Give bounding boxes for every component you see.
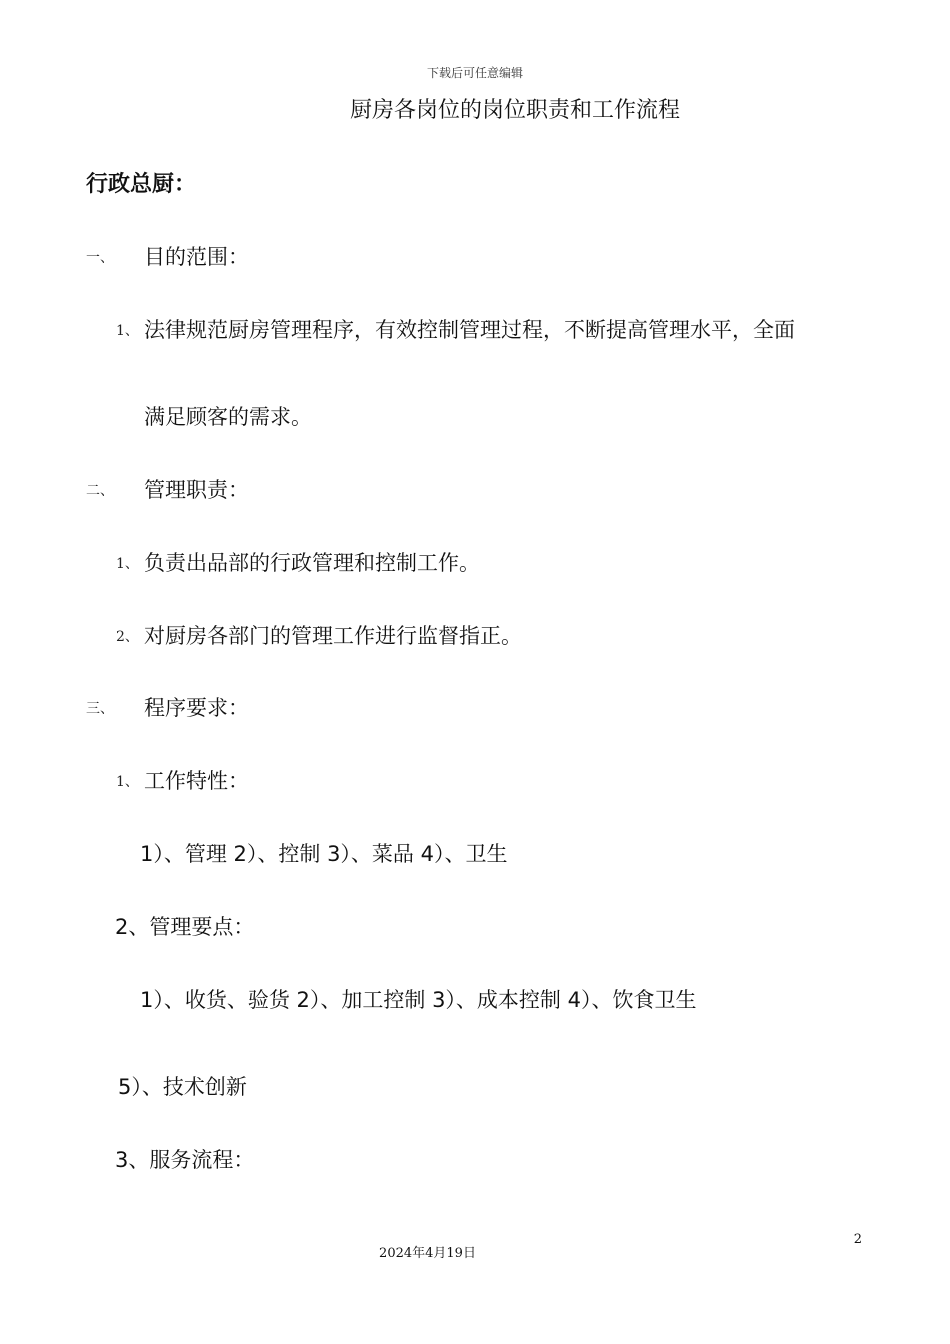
footer-date: 2024年4月19日 xyxy=(379,1246,476,1261)
item-text: 负责出品部的行政管理和控制工作。 xyxy=(144,551,480,575)
item-text: 法律规范厨房管理程序，有效控制管理过程，不断提高管理水平，全面 xyxy=(144,318,795,342)
part-number: 二、 xyxy=(86,483,114,499)
management-points-list: 1）、收货、验货 2）、加工控制 3）、成本控制 4）、饮食卫生 xyxy=(140,988,697,1012)
part-heading: 目的范围： xyxy=(144,245,249,269)
management-points-continued: 5）、技术创新 xyxy=(118,1075,247,1099)
item-number: 1、 xyxy=(116,774,139,790)
header-note: 下载后可任意编辑 xyxy=(426,66,523,80)
sub-heading: 2、管理要点： xyxy=(115,915,255,939)
section-heading: 行政总厨： xyxy=(86,172,197,197)
sub-heading: 3、服务流程： xyxy=(115,1148,255,1172)
part-number: 三、 xyxy=(86,701,114,717)
item-text-continued: 满足顾客的需求。 xyxy=(144,405,312,429)
part-heading: 程序要求： xyxy=(144,696,249,720)
item-number: 2、 xyxy=(116,629,139,645)
item-number: 1、 xyxy=(116,323,139,339)
item-text: 对厨房各部门的管理工作进行监督指正。 xyxy=(144,624,522,648)
item-text: 工作特性： xyxy=(144,769,249,793)
work-traits-list: 1）、管理 2）、控制 3）、菜品 4）、卫生 xyxy=(140,842,508,866)
item-number: 1、 xyxy=(116,556,139,572)
part-heading: 管理职责： xyxy=(144,478,249,502)
page-number: 2 xyxy=(853,1232,862,1247)
document-title: 厨房各岗位的岗位职责和工作流程 xyxy=(349,98,680,123)
part-number: 一、 xyxy=(86,250,114,266)
